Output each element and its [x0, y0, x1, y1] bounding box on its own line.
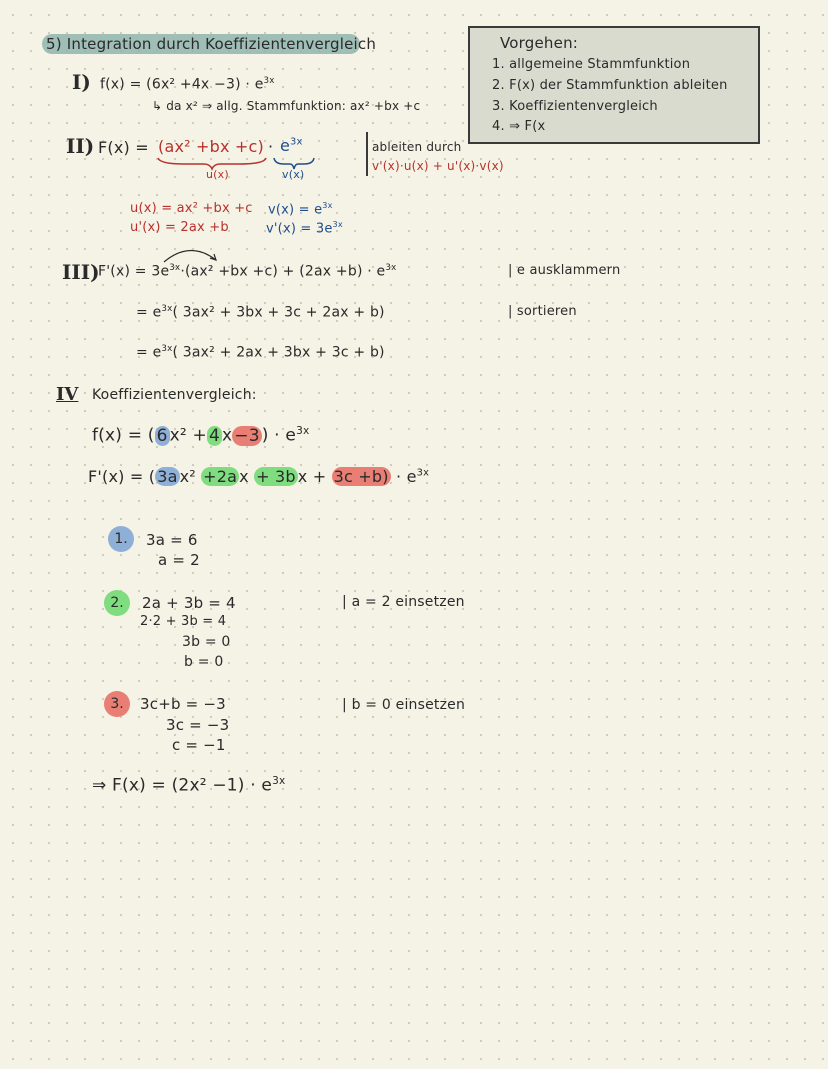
final-result: ⇒ $F(x) = (2x^2 -1) \cdot e^{3x}$ [92, 775, 286, 796]
procedure-heading: Vorgehen: [500, 34, 579, 52]
coef-F-x-b: + 3b [256, 467, 296, 486]
note-ausklammern: | e ausklammern [508, 263, 621, 278]
eq3-line-2: 3c = −3 [166, 716, 230, 734]
eq3-line-1: 3c+b = −3 [140, 695, 226, 713]
v-definition: $v(x) = e^{3x}$ [268, 201, 333, 218]
coef-f-x2: 6 [156, 425, 168, 446]
v-prime-definition: $v'(x) = 3e^{3x}$ [266, 220, 343, 237]
u-term: (ax² +bx +c) [158, 137, 264, 156]
capital-F-lhs: F(x) = [98, 138, 149, 157]
page-title: 5) Integration durch Koeffizientenvergleich [46, 35, 377, 53]
procedure-step-1: 1. allgemeine Stammfunktion [492, 57, 691, 72]
eq3-line-3: c = −1 [172, 736, 226, 754]
note-sortieren: | sortieren [508, 304, 577, 319]
numeral-1: I) [72, 70, 91, 94]
coef-f-const: −3 [234, 425, 260, 446]
eq2-note: | a = 2 einsetzen [342, 594, 465, 610]
eq2-line-2: 2·2 + 3b = 4 [140, 614, 227, 629]
procedure-step-4: 4. ⇒ F(x [492, 119, 546, 134]
rule-separator [366, 132, 368, 176]
coef-F-x2: 3a [157, 467, 178, 486]
eq2-line-4: b = 0 [184, 654, 224, 670]
equation-1-marker: 1. [108, 526, 134, 552]
procedure-step-3: 3. Koeffizientenvergleich [492, 99, 658, 114]
v-term: $e^{3x}$ [280, 136, 303, 155]
coef-f-x: 4 [208, 425, 221, 446]
coef-F-x-a: +2a [203, 467, 238, 486]
eq1-line-2: a = 2 [158, 551, 200, 569]
derivative-line-3: = $e^{3x}$( 3ax² + 2ax + 3bx + 3c + b) [136, 344, 385, 361]
eq2-line-3: 3b = 0 [182, 634, 231, 650]
function-f: $f(x) = (6x^2 +4x -3) \cdot e^{3x}$ [100, 76, 275, 93]
numeral-2: II) [66, 134, 95, 158]
numeral-4: IV [56, 384, 79, 405]
eq1-line-1: 3a = 6 [146, 531, 198, 549]
derivative-line-1: $F'(x) = 3e^{3x}\cdot(ax^2 +bx +c) + (2ax +b) \cdot e^{3x}$ [98, 263, 397, 280]
stammfunktion-note: ↳ da x² ⇒ allg. Stammfunktion: ax² +bx +c [152, 99, 421, 113]
product-rule: v'(x)·u(x) + u'(x)·v(x) [372, 159, 504, 173]
eq3-note: | b = 0 einsetzen [342, 697, 466, 713]
f-comparison: f(x) = ( 6 x² + 4 x −3 ) · $e^{3x}$ [92, 425, 310, 446]
coef-F-const: 3c +b) [333, 467, 389, 486]
eq2-line-1: 2a + 3b = 4 [142, 594, 236, 612]
factor-arrow [160, 244, 220, 264]
v-label: v(x) [282, 168, 305, 181]
equation-3-marker: 3. [104, 691, 130, 717]
derivative-line-2: = $e^{3x}$( 3ax² + 3bx + 3c + 2ax + b) [136, 304, 385, 321]
u-prime-definition: u'(x) = 2ax +b [130, 220, 229, 235]
equation-2-marker: 2. [104, 590, 130, 616]
u-definition: u(x) = ax² +bx +c [130, 201, 253, 216]
comparison-heading: Koeffizientenvergleich: [92, 387, 257, 403]
dot-operator: · [268, 137, 274, 156]
F-comparison: F'(x) = ( 3a x² +2a x + 3b $x + 3c +b) \cdot e^{3x}$ [88, 467, 430, 486]
numeral-3: III) [62, 260, 100, 284]
u-label: u(x) [206, 168, 229, 181]
rule-title: ableiten durch [372, 140, 462, 154]
procedure-step-2: 2. F(x) der Stammfunktion ableiten [492, 78, 728, 93]
